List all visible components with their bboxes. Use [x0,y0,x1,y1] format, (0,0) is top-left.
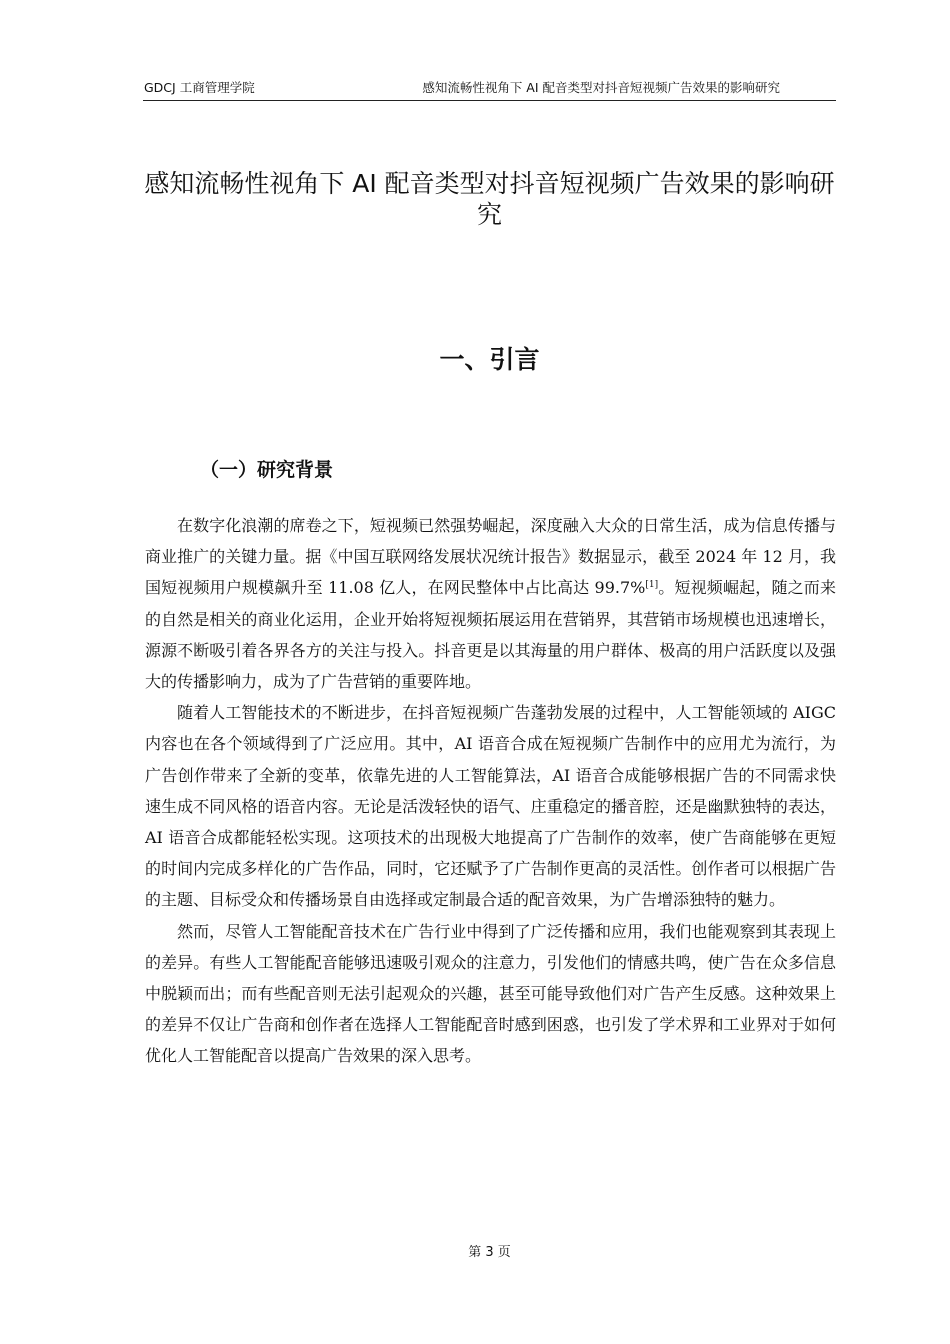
body-text [145,510,836,1072]
paragraph-2: 随着人工智能技术的不断进步，在抖音短视频广告蓬勃发展的过程中，人工智能领域的 AIGC 内容也在各个领域得到了广泛应用。其中，AI 语音合成在短视频广告制作中的应用尤为流行，为广告创作带来了全新的变革，依靠先进的人工智能算法，AI 语音合成能够根据广告的不同需求快速生成不同风格的语音内容。无论是活泼轻快的语气、庄重稳定的播音腔，还是幽默独特的表达，AI 语音合成都能轻松实现。这项技术的出现极大地提高了广告制作的效率，使广告商能够在更短的时间内完成多样化的广告作品，同时，它还赋予了广告制作更高的灵活性。创作者可以根据广告的主题、目标受众和传播场景自由选择或定制最合适的配音效果，为广告增添独特的魅力。 [145,703,836,910]
paragraph-3: 然而，尽管人工智能配音技术在广告行业中得到了广泛传播和应用，我们也能观察到其表现上的差异。有些人工智能配音能够迅速吸引观众的注意力，引发他们的情感共鸣，使广告在众多信息中脱颖而出；而有些配音则无法引起观众的兴趣，甚至可能导致他们对广告产生反感。这种效果上的差异不仅让广告商和创作者在选择人工智能配音时感到困惑，也引发了学术界和工业界对于如何优化人工智能配音以提高广告效果的深入思考。 [145,921,836,1066]
paragraph-1-part-a: 在数字化浪潮的席卷之下，短视频已然强势崛起，深度融入大众的日常生活，成为信息传播与商业推广的关键力量。据《中国互联网络发展状况统计报告》数据显示，截至 2024 年 12 月，我国短视频用户规模飙升至 11.08 亿人，在网民整体中占比高达 99.7% [145,516,836,598]
running-header [143,78,836,101]
paragraph-1 [145,510,836,697]
header-school: GDCJ 工商管理学院 [144,80,255,95]
section-heading-introduction: 一、引言 [439,345,540,374]
paper-title: 感知流畅性视角下 AI 配音类型对抖音短视频广告效果的影响研究 [144,169,835,229]
page-number: 第 3 页 [468,1245,511,1260]
citation-ref-1[interactable]: [1] [645,580,659,591]
paragraph-1-part-b: 。短视频崛起，随之而来的自然是相关的商业化运用，企业开始将短视频拓展运用在营销界，其营销市场规模也迅速增长，源源不断吸引着各界各方的关注与投入。抖音更是以其海量的用户群体、极高的用户活跃度以及强大的传播影响力，成为了广告营销的重要阵地。 [145,578,836,692]
header-paper-title: 感知流畅性视角下 AI 配音类型对抖音短视频广告效果的影响研究 [422,80,780,95]
subsection-heading-background: （一）研究背景 [200,459,334,481]
